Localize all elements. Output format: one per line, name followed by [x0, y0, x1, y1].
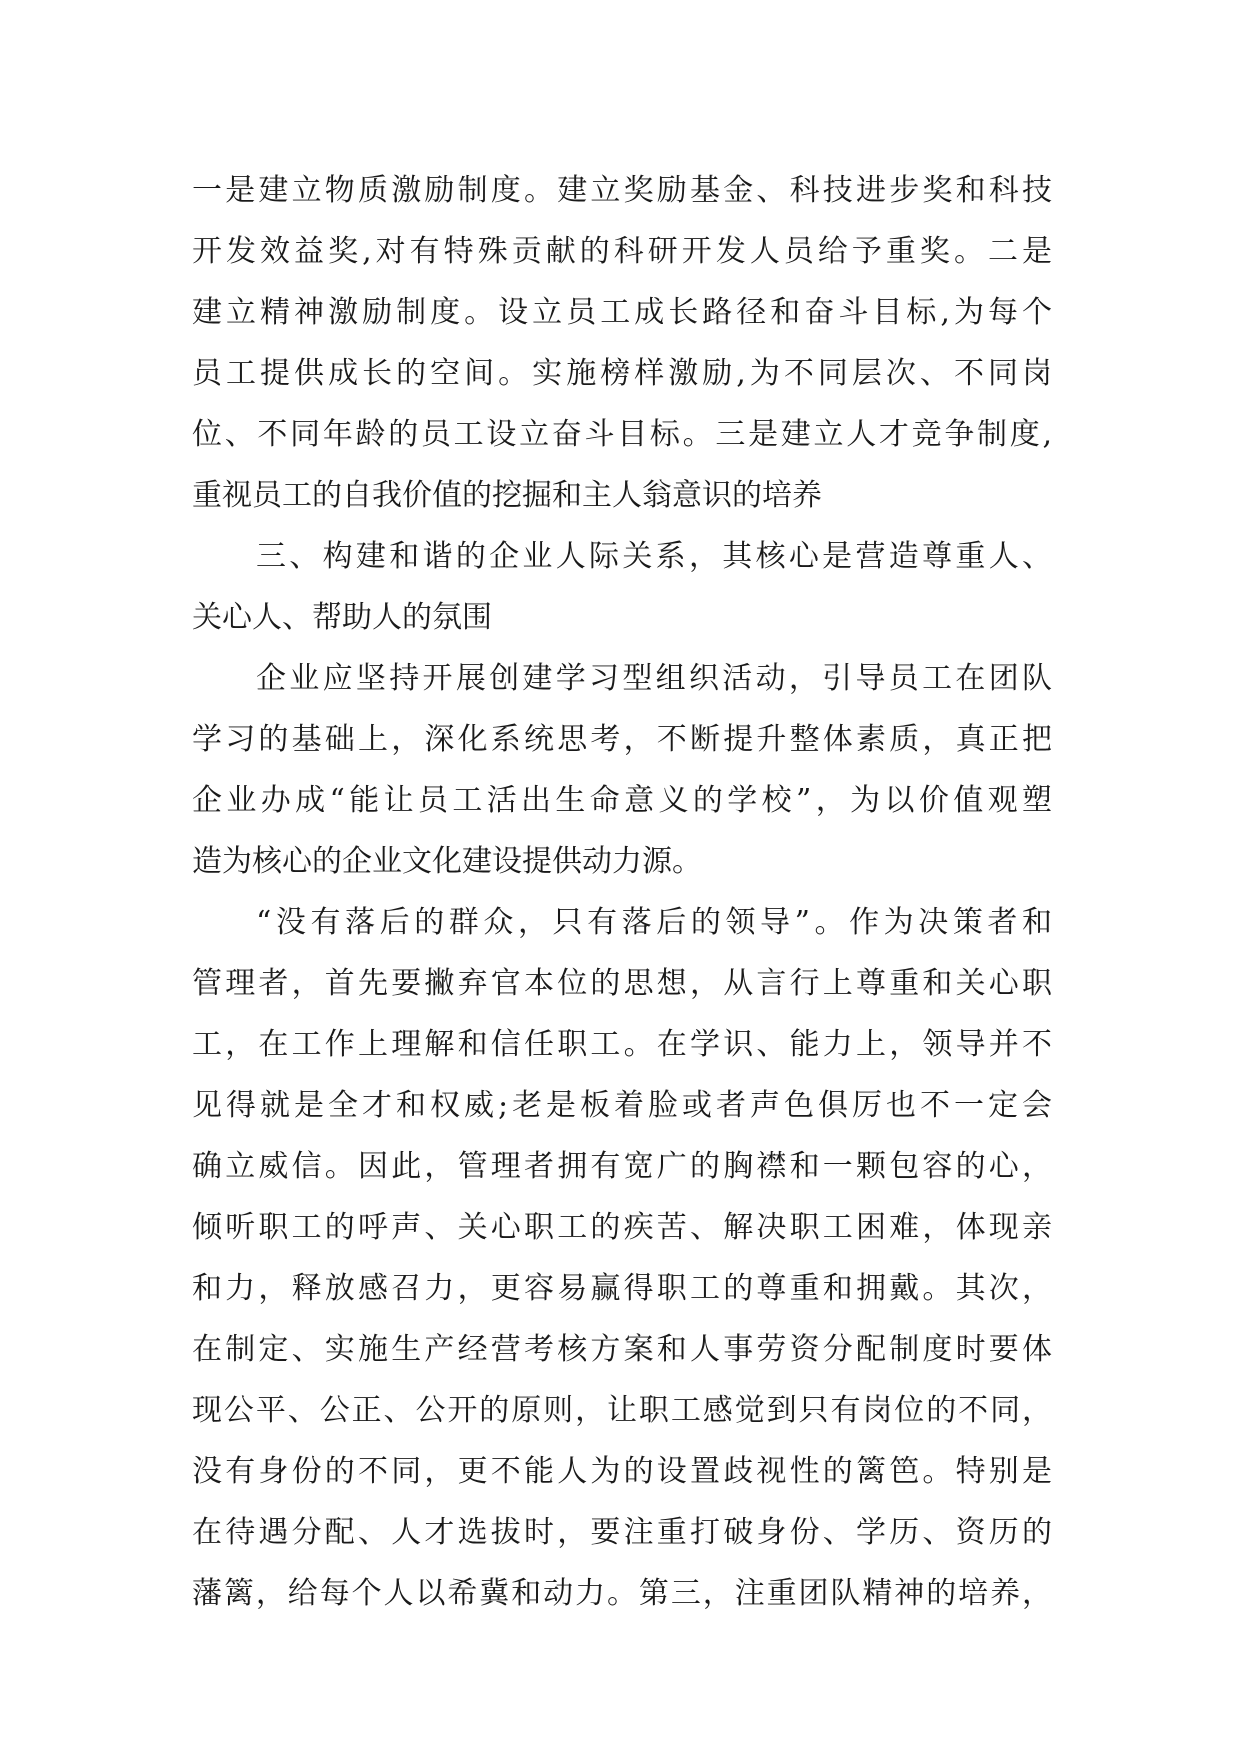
text-line: 一是建立物质激励制度。建立奖励基金、科技进步奖和科技 — [192, 173, 1052, 208]
text-line: 没有身份的不同，更不能人为的设置歧视性的篱笆。特别是 — [192, 1454, 1052, 1489]
text-line: 位、不同年龄的员工设立奋斗目标。三是建立人才竞争制度, — [192, 417, 1052, 452]
text-line: 建立精神激励制度。设立员工成长路径和奋斗目标,为每个 — [192, 295, 1052, 330]
text-line: 现公平、公正、公开的原则，让职工感觉到只有岗位的不同， — [192, 1393, 1052, 1428]
text-line: 造为核心的企业文化建设提供动力源。 — [192, 844, 702, 879]
text-line: “没有落后的群众，只有落后的领导”。作为决策者和 — [256, 905, 1052, 940]
body-text — [192, 160, 1052, 1624]
paragraph-3 — [192, 648, 1052, 892]
text-line: 在制定、实施生产经营考核方案和人事劳资分配制度时要体 — [192, 1332, 1052, 1367]
text-line: 倾听职工的呼声、关心职工的疾苦、解决职工困难，体现亲 — [192, 1210, 1052, 1245]
paragraph-1 — [192, 160, 1052, 526]
text-line: 员工提供成长的空间。实施榜样激励,为不同层次、不同岗 — [192, 356, 1052, 391]
text-line: 管理者，首先要撇弃官本位的思想，从言行上尊重和关心职 — [192, 966, 1052, 1001]
heading-line: 三、构建和谐的企业人际关系，其核心是营造尊重人、 — [256, 539, 1052, 574]
section-heading-3 — [192, 526, 1052, 648]
text-line: 企业应坚持开展创建学习型组织活动，引导员工在团队 — [256, 661, 1052, 696]
text-line: 重视员工的自我价值的挖掘和主人翁意识的培养 — [192, 478, 822, 513]
text-line: 企业办成“能让员工活出生命意义的学校”，为以价值观塑 — [192, 783, 1052, 818]
text-line: 见得就是全才和权威;老是板着脸或者声色俱厉也不一定会 — [192, 1088, 1052, 1123]
heading-line: 关心人、帮助人的氛围 — [192, 600, 492, 635]
text-line: 工，在工作上理解和信任职工。在学识、能力上，领导并不 — [192, 1027, 1052, 1062]
text-line: 藩篱，给每个人以希冀和动力。第三，注重团队精神的培养， — [192, 1576, 1052, 1611]
text-line: 开发效益奖,对有特殊贡献的科研开发人员给予重奖。二是 — [192, 234, 1052, 269]
text-line: 在待遇分配、人才选拔时，要注重打破身份、学历、资历的 — [192, 1515, 1052, 1550]
paragraph-4 — [192, 892, 1052, 1624]
text-line: 和力，释放感召力，更容易赢得职工的尊重和拥戴。其次， — [192, 1271, 1052, 1306]
text-line: 学习的基础上，深化系统思考，不断提升整体素质，真正把 — [192, 722, 1052, 757]
text-line: 确立威信。因此，管理者拥有宽广的胸襟和一颗包容的心， — [192, 1149, 1052, 1184]
